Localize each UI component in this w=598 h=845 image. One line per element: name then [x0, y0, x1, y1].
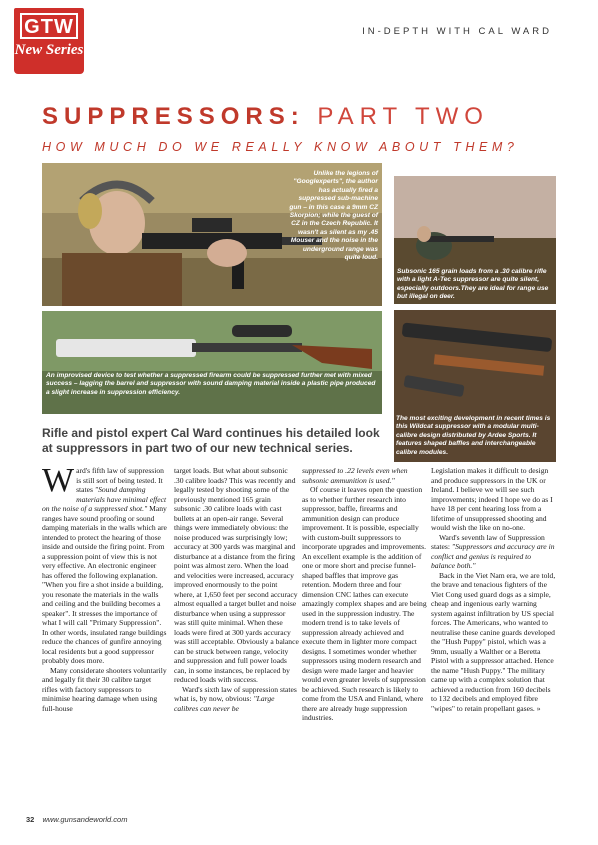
section-kicker: IN-DEPTH WITH CAL WARD: [362, 26, 552, 37]
law-quote: "Suppressors and accuracy are in conflict and genius is required to balance both.": [431, 542, 555, 570]
series-label: New Series: [14, 42, 84, 58]
page-number: 32: [26, 815, 35, 824]
photo-improvised-device: [42, 311, 382, 414]
law-quote: "Sound damping materials have minimal effect on the noise of a suppressed shot.": [42, 485, 167, 513]
website-link[interactable]: www.gunsandeworld.com: [42, 815, 128, 824]
paragraph: Of course it leaves open the question as to whether further research into suppressor, baffle, firearms and ammunition design can produce improvement. It is possible, especially with custom-built suppressors to incorporate upgrades and improvements. An excellent example is the addition of one or more short and precise funnel-shaped baffles that improve gas retention. Modern three and four dimension CNC lathes can execute amazingly complex shapes and are being used in the suppression industry. The modern trend is to take levels of suppression already achieved and execute them in lighter more compact designs. I sometimes wonder whether suppressors using modern research and design were made larger and heavier would even greater levels of suppression be achieved. Such research is likely to come from the USA and Finland, where there are already huge suppression industries.: [302, 485, 427, 722]
standfirst: Rifle and pistol expert Cal Ward continues his detailed look at suppressors in part two of our new technical series.: [42, 426, 380, 455]
page-footer: [26, 815, 127, 824]
body-column-4: [431, 466, 556, 713]
article-subtitle: HOW MUCH DO WE REALLY KNOW ABOUT THEM?: [42, 140, 519, 154]
paragraph: [42, 462, 167, 666]
body-text: Ward's sixth law of suppression states what is, by now, obvious:: [174, 684, 297, 703]
paragraph: [174, 685, 299, 714]
body-text: Many ranges have sound proofing or sound damping materials in the walls which are intended to protect the hearing of those inside and outside the firing point. From a suppression point of view this is not very effective. An electronic engineer has offered the following explanation. "When you fire a shot inside a building, you resonate the materials in the walls and ceiling and the building becomes a speaker". It stresses the importance of what I will call "Primary Suppression". In other words, insulated range buildings reduce the chances of gunfire annoying local residents but a good suppressor probably does more.: [42, 504, 167, 665]
caption-wildcat: The most exciting development in recent times is this Wildcat suppressor with a modular multi-calibre design distributed by Ardee Sports. It features shaped baffles and interchangeable calibre modules.: [396, 415, 551, 456]
body-column-3: [302, 466, 427, 723]
body-text: ard's fifth law of suppression is still sort of being tested. It states: [76, 466, 164, 494]
paragraph: Legislation makes it difficult to design and produce suppressors in the UK or Ireland. I believe we will see such improvements; indeed I hope we do as I have 18 per cent hearing loss from a lifetime of unsuppressed shooting and would wish the like on no-one.: [431, 466, 553, 532]
article-title: [42, 103, 489, 131]
paragraph: Many considerate shooters voluntarily and legally fit their 30 calibre target rifles with factory suppressors to minimise hearing damage when using full-house: [42, 665, 167, 713]
paragraph: [431, 533, 556, 571]
body-column-1: [42, 462, 167, 713]
law-quote: "Large calibres can never be: [174, 694, 275, 713]
caption-subsonic: Subsonic 165 grain loads from a .30 calibre rifle with a light A-Tec suppressor are quite silent, especially outdoors.They are ideal for range use but illegal on deer.: [397, 268, 549, 301]
caption-improvised: An improvised device to test whether a suppressed firearm could be suppressed further met with mixed success – lagging the barrel and suppressor with sound damping material inside a plastic pipe produced a slight increase in suppression efficiency.: [46, 372, 376, 396]
title-bold: SUPPRESSORS:: [42, 103, 305, 130]
title-light: PART TWO: [317, 103, 489, 130]
law-quote: suppressed to .22 levels even when subsonic ammunition is used.": [302, 466, 408, 485]
drop-cap: W: [42, 462, 75, 499]
caption-smg: Unlike the legions of "Googlexperts", the author has actually fired a suppressed sub-machine gun – in this case a 9mm CZ Skorpion; while the guest of CZ in the Czech Republic. It wasn't as silent as my .45 Mouser and the noise in the underground range was quite loud.: [289, 170, 378, 262]
magazine-logo: GTW: [20, 13, 78, 39]
paragraph: Back in the Viet Nam era, we are told, the brave and tenacious fighters of the Viet Cong used guard dogs as a simple, cheap and ingenious early warning system against infiltration by US special forces. The Americans, who wanted to neutralise these canine guards developed the "Hush Puppy" pistol, which was a 9mm, usually a Walther or a Beretta Pistol with a suppressor attached. Hence the name "Hush Puppy." The military came up with a complex solution that achieved a reduction from 160 decibels to 132 decibels and employed fibre "wipes" to retain propellant gases. »: [431, 570, 556, 713]
body-column-2: [174, 466, 299, 713]
photo-device-illustration: [42, 311, 382, 414]
body-text: Ward's seventh law of Suppression states:: [431, 532, 545, 551]
paragraph: target loads. But what about subsonic .30 calibre loads? This was recently and legally tested by shooting some of the previously mentioned 165 grain subsonic .30 calibre loads with cast bullets at an open-air range. Several things were immediately obvious: the noise produced was surprisingly low; accuracy at 300 yards was marginal and disturbance at a distance from the firing point was almost zero. When the load and velocities were increased, accuracy improved enormously to the point where, at 1,650 feet per second accuracy almost equalled a target bullet and noise disturbance when using a suppressor was still quite minimal. When these loads were fired at 300 yards accuracy was still acceptable. Obviously a balance can be struck between range, velocity and suppression and full power loads can, in some instances, be replaced by reduced loads with success.: [174, 466, 299, 684]
